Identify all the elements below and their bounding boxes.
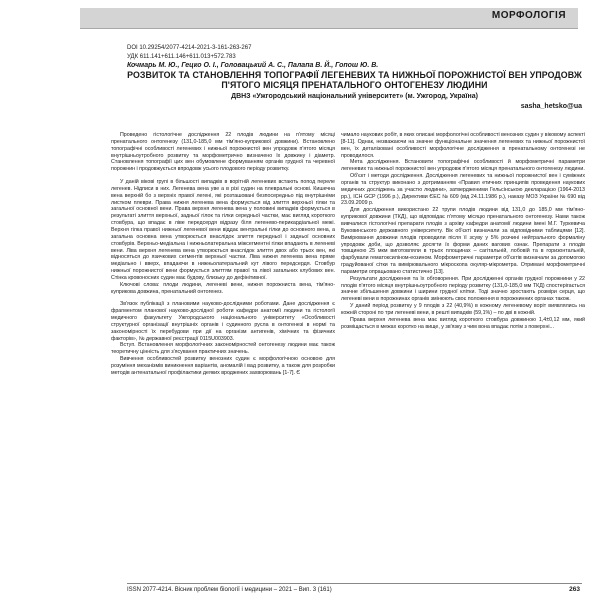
left-column [111, 132, 335, 377]
body-paragraph: Результати дослідження та їх обговорення. При дослідженні органів грудної порожнини у 22 плодів п'ятого місяця внутрішньоутробного періоду розвитку (131,0-185,0 мм ТКД) спостерігається значне збільшення довжини і ширини грудної клітки. Тоді значно зростають розміри серця, що легеневі вени в порожнинах органів змінюють своє положення в порожнинних органах також. [341, 275, 585, 303]
body-paragraph: Зв'язок публікації з плановими науково-дослідними роботами. Дане дослідження є фрагментом планової науково-дослідної роботи кафедри анатомії людини та гістології медичного факультету Ужгородського національного університету «Особливості структурної організації внутрішніх органів і судинного русла в онтогенезі в нормі та закономірності їх перебудови при дії на організм антигенів, хімічних та фізичних факторів», № державної реєстрації 0115U003903. [111, 301, 335, 342]
body-paragraph: Мета дослідження. Встановити топографічні особливості й морфометричні параметри легеневих та нижньої порожнистої вен упродовж п'ятого місяця пренатального онтогенезу людини. [341, 159, 585, 173]
abstract-paragraph: Проведено гістологічне дослідження 22 плодів людини на п'ятому місяці пренатального онтогенезу (131,0-185,0 мм тім'яно-куприкової довжини). Встановлено топографічні особливості легеневих і нижньої порожнистої вен упродовж п'ятого місяця внутрішньоутробного розвитку та морфометрично визначено їх довжину і діаметр. Становлення топографії цих вен обумовлене формуванням органів грудної та черевної порожнин і продовжується впродовж усього плодового періоду розвитку. [111, 132, 335, 173]
contact-email[interactable]: sasha_hetsko@ua [520, 103, 582, 110]
page-number: 263 [569, 586, 580, 593]
authors: Кочмарь М. Ю., Гецко О. І., Головацький А. С., Палапа В. Й., Гопош Ю. В. [127, 62, 379, 69]
udc-line: УДК 611.141+611.146+611.013+572.783 [127, 54, 236, 60]
article-meta [127, 44, 507, 62]
body-paragraph: У даний період розвитку у 9 плодів з 22 (40,9%) в кожному легеневому воріт виявлялись на кожній стороні по три легеневі вени, в решті випадків (59,1%) – по дві в кожній. [341, 303, 585, 316]
footer-divider [127, 583, 582, 584]
article-title: РОЗВИТОК ТА СТАНОВЛЕННЯ ТОПОГРАФІЇ ЛЕГЕНЕВИХ ТА НИЖНЬОЇ ПОРОЖНИСТОЇ ВЕН УПРОДОВЖ П'ЯТОГО МІСЯЦЯ ПРЕНАТАЛЬНОГО ОНТОГЕНЕЗУ ЛЮДИНИ [127, 70, 582, 90]
body-paragraph: Для дослідження використано 22 трупи плодів людини від 131,0 до 185,0 мм тім'яно-куприкової довжини (ТКД), що відповідає п'ятому місяцю пренатального онтогенезу. Нами також вивчалися гістологічні препарати плодів з архіву кафедри анатомії людини імені М.Г. Туркевича Буковинського державного університету. Вік об'єкті визначали за відповідними таблицями [12]. Вимірювання довжини плодів проводили після її зсуву у 5% розчині нейтрального формаліну упродовж доби, що дозволяє досягти їх форми даних вагових ознак. Препарати з плодів товщиною 25 мкм виготовляли в трьох площинах – сагітальній, лобовій та в горизонтальній, фарбували гематоксиліном-еозином. Морфометричні параметри об'єктів визначали за допомогою градуйованої сітки та вимірювального мікроскопа окуляр-мікрометра. Отримані морфометричні параметри опрацьовано статистично [13]. [341, 207, 585, 275]
affiliation: ДВНЗ «Ужгородський національний університет» (м. Ужгород, Україна) [231, 93, 478, 100]
doi-line[interactable]: DOI 10.29254/2077-4214-2021-3-161-263-267 [127, 45, 252, 51]
journal-footer: ISSN 2077-4214. Вісник проблем біології і медицини – 2021 – Вип. 3 (161) [127, 587, 332, 593]
body-paragraph: чимало наукових робіт, в яких описані морфологічні особливості венозних судин у віковому аспекті [8-11]. Однак, незважаючи на значне функціональне значення легеневих та нижньої порожнистої вен, їх деталізовані особливості морфологічне дослідження в пренатальному онтогенезі не проводилося. [341, 132, 585, 159]
body-paragraph: Вступ. Встановлення морфологічних закономірностей онтогенезу людини має також теоретичну цінність для з'ясування практичних значень. [111, 342, 335, 356]
body-paragraph: Об'єкт і методи дослідження. Дослідження легеневих та нижньої порожнистої вен і суміжних органів та структур виконано з дотриманням «Правил етичних принципів проведення наукових медичних досліджень за участю людини», затвердженими Гельсінською декларацією (1964-2013 рр.), ICH GCP (1996 р.), Директиви ЄЕС № 609 (від 24.11.1986 р.), наказу МОЗ України № 690 від 23.09.2009 р. [341, 173, 585, 207]
body-paragraph: Права верхня легенева вена має вигляд короткого стовбура довжиною 1,4±0,12 мм, який розміщається в межах коротко на вище, у зв'язку з чим вона впадає потім з поверхні... [341, 316, 585, 330]
body-paragraph: Вивчення особливостей розвитку венозних судин є морфологічною основою для розуміння механізмів виникнення варіантів, аномалій і вад розвитку, а також для розробки методів антенатальної профілактики деяких вроджених захворювань [1-7]. Є [111, 356, 335, 376]
keywords-paragraph: Ключові слова: плоди людини, легеневі вени, нижня порожниста вена, тім'яно-куприкова довжина, пренатальний онтогенез. [111, 281, 335, 295]
right-column [341, 132, 585, 330]
section-title: МОРФОЛОГІЯ [491, 10, 566, 21]
abstract-paragraph: У даній вікові групі в більшості випадків в ворітній легеневих встають попод переле легенев. Нідписи в них. Легенева вена уве а в різі судин на плевральні основі. Кишечна вена верхній бо з верхніх правої легені, які розташовані безпосередньо під внутрішніми листком плеври. Права нижня легенева вена формується від злиття верхньої гілки та загальної основної вени. Права верхня легенева вена у половині випадків формується в результаті злиття верхньої, задньої гілок та гілки середньої частки, має вигляд короткого стовбура, що впадає в ліве передсердя відразу біля легенево-перикардіальної межі. Верхня гілка правої нижньої легеневої вени віддає вентральні гілки до основного вена, а загальна основна вена утворюється внаслідок злиття передньої і задньої основних стовбурів. Верхньо-медіальна і нижньолатеральна міжсегментні гілки впадають в легеневі вени. Ліва верхня легенева вена утворюється внаслідок злиття двох або трьох вен, які відносяться до язичкових сегментів верхньої частки. Ліва нижня легенева вена пряме медіально і вверх, впадаючи в нижньолатеральний кут лівого передсердя. Стовбур нижньої порожнистої вени формується злиттям правої та лівої загальних клубових вен. Стінка кровоносних судин має будову, близьку до дефінітивної. [111, 179, 335, 281]
